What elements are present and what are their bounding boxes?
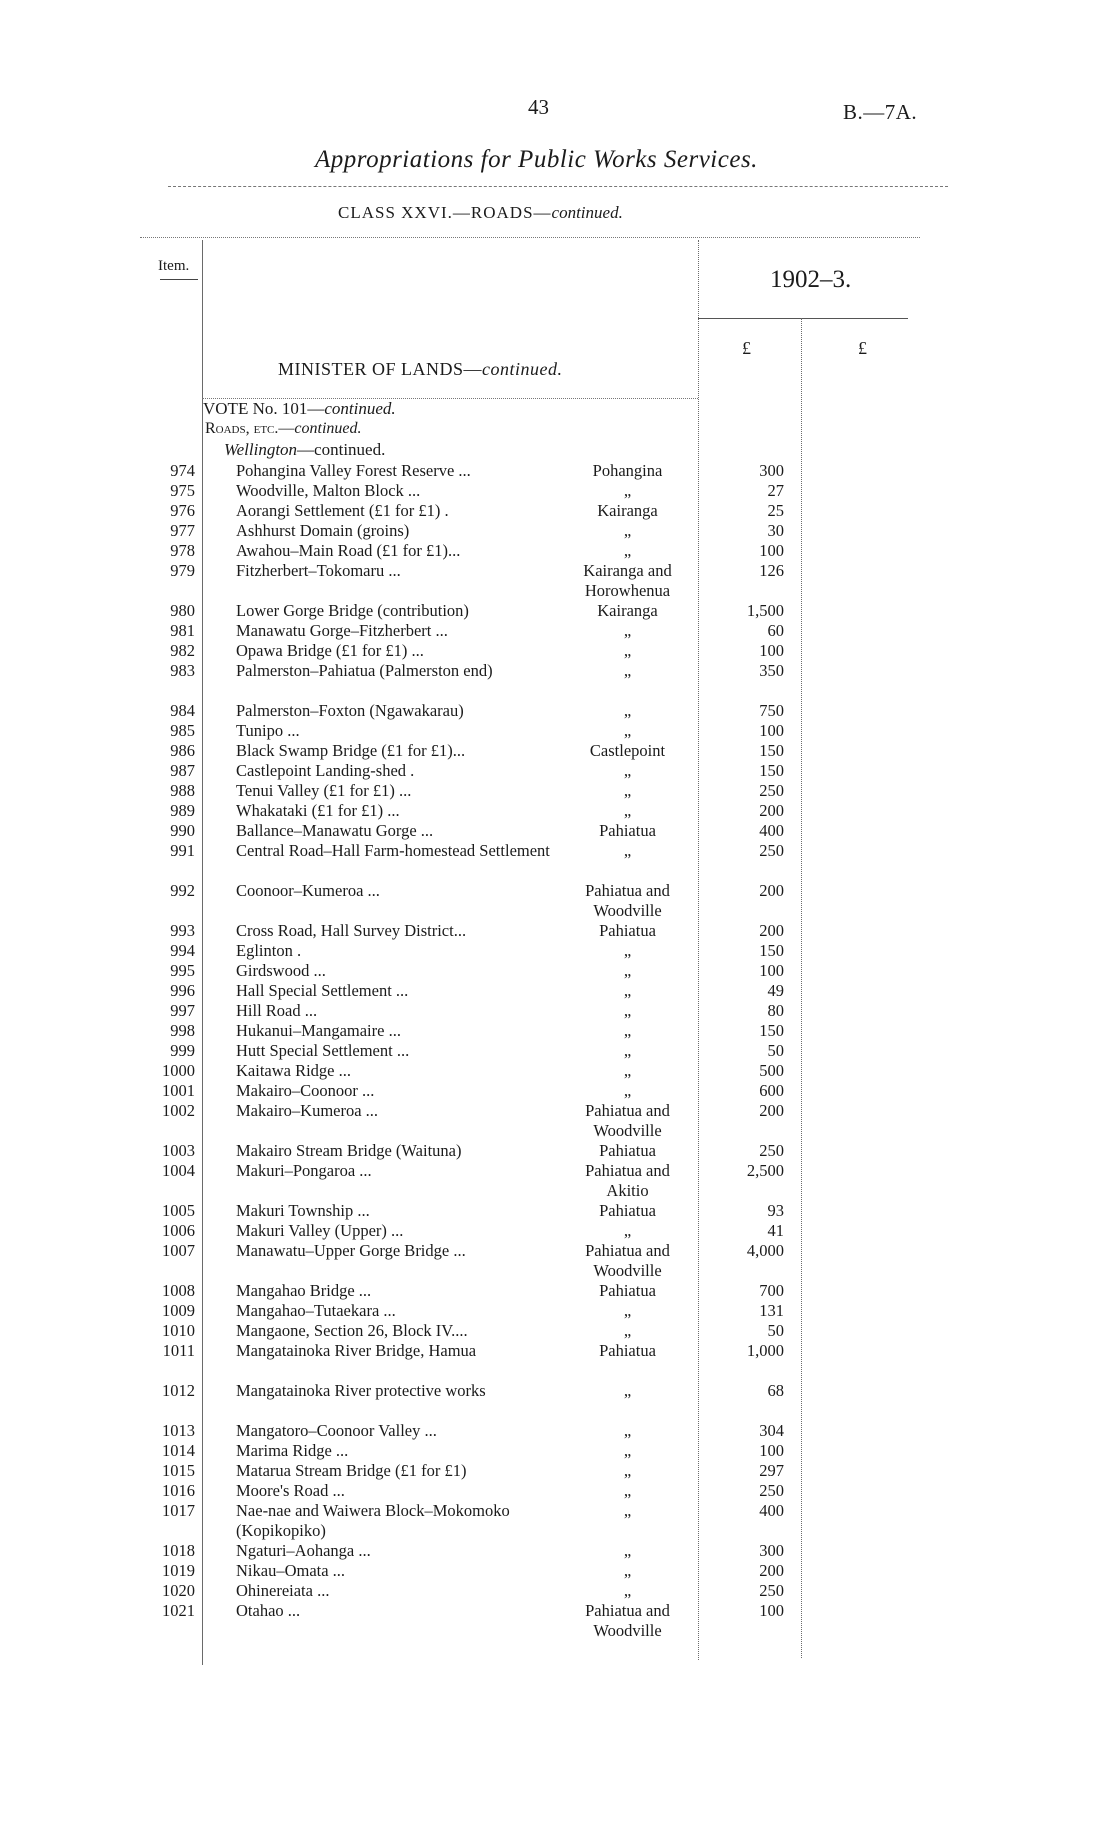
item-description: Black Swamp Bridge (£1 for £1)... bbox=[236, 741, 466, 760]
item-amount: 600 bbox=[759, 1081, 784, 1100]
item-number: 978 bbox=[170, 541, 195, 560]
minister-suffix: continued. bbox=[482, 359, 563, 379]
item-amount: 4,000 bbox=[746, 1241, 784, 1260]
minister-main: MINISTER OF LANDS— bbox=[278, 359, 483, 379]
item-district: Pahiatua bbox=[599, 1341, 656, 1360]
item-amount: 49 bbox=[767, 981, 784, 1000]
item-column-header: Item. bbox=[158, 258, 190, 274]
item-description: Hukanui–Mangamaire ... bbox=[236, 1021, 401, 1040]
item-number: 987 bbox=[170, 761, 195, 780]
item-description: Mangahao Bridge ... bbox=[236, 1281, 372, 1300]
item-number: 979 bbox=[170, 561, 195, 580]
item-district: Pahiatua and Woodville bbox=[585, 1241, 670, 1280]
item-number: 1004 bbox=[162, 1161, 195, 1180]
item-amount: 300 bbox=[759, 1541, 784, 1560]
item-number: 1017 bbox=[162, 1501, 195, 1520]
item-district: Pahiatua bbox=[599, 1141, 656, 1160]
item-amount: 250 bbox=[759, 1141, 784, 1160]
item-number: 1010 bbox=[162, 1321, 195, 1340]
amount-column-divider bbox=[801, 318, 802, 1658]
item-amount: 25 bbox=[767, 501, 784, 520]
item-description: Makuri Township ... bbox=[236, 1201, 370, 1220]
item-number: 1000 bbox=[162, 1061, 195, 1080]
item-description: Marima Ridge ... bbox=[236, 1441, 349, 1460]
item-district: Pahiatua and Woodville bbox=[585, 881, 670, 920]
item-district: „ bbox=[623, 621, 632, 640]
item-description: Mangaone, Section 26, Block IV.... bbox=[236, 1321, 468, 1340]
item-description: Ashhurst Domain (groins) bbox=[236, 521, 410, 540]
item-amount: 700 bbox=[759, 1281, 784, 1300]
minister-heading bbox=[278, 359, 563, 380]
item-description: Nikau–Omata ... bbox=[236, 1561, 346, 1580]
item-amount: 100 bbox=[759, 541, 784, 560]
item-district: „ bbox=[623, 1021, 632, 1040]
currency-symbol-1: £ bbox=[742, 338, 751, 358]
region-suffix: —continued. bbox=[297, 440, 386, 459]
item-amount: 68 bbox=[767, 1381, 784, 1400]
item-number: 990 bbox=[170, 821, 195, 840]
item-district: Pahiatua bbox=[599, 1281, 656, 1300]
item-amount: 304 bbox=[759, 1421, 784, 1440]
item-amount: 200 bbox=[759, 881, 784, 900]
item-description: Eglinton . bbox=[236, 941, 302, 960]
item-number: 1019 bbox=[162, 1561, 195, 1580]
item-amount: 150 bbox=[759, 741, 784, 760]
item-amount: 500 bbox=[759, 1061, 784, 1080]
item-district: „ bbox=[623, 1561, 632, 1580]
item-number: 984 bbox=[170, 701, 195, 720]
item-number: 988 bbox=[170, 781, 195, 800]
item-number: 1014 bbox=[162, 1441, 195, 1460]
item-amount: 300 bbox=[759, 461, 784, 480]
item-district: „ bbox=[623, 1081, 632, 1100]
item-number: 980 bbox=[170, 601, 195, 620]
item-amount: 1,500 bbox=[746, 601, 784, 620]
item-district: „ bbox=[623, 1541, 632, 1560]
item-amount: 100 bbox=[759, 641, 784, 660]
item-description: Central Road–Hall Farm-homestead Settlement bbox=[236, 841, 550, 860]
item-amount: 1,000 bbox=[746, 1341, 784, 1360]
item-description: Mangatainoka River Bridge, Hamua bbox=[236, 1341, 477, 1360]
item-amount: 200 bbox=[759, 921, 784, 940]
item-number: 994 bbox=[170, 941, 195, 960]
item-amount: 250 bbox=[759, 1581, 784, 1600]
item-amount: 200 bbox=[759, 1561, 784, 1580]
item-number: 1009 bbox=[162, 1301, 195, 1320]
item-amount: 100 bbox=[759, 961, 784, 980]
item-amount: 131 bbox=[759, 1301, 784, 1320]
item-description: Awahou–Main Road (£1 for £1)... bbox=[236, 541, 461, 560]
item-number: 1003 bbox=[162, 1141, 195, 1160]
item-amount: 100 bbox=[759, 1601, 784, 1620]
item-amount: 2,500 bbox=[746, 1161, 784, 1180]
item-district: Kairanga and Horowhenua bbox=[583, 561, 672, 600]
item-description: Moore's Road ... bbox=[236, 1481, 345, 1500]
vote-heading bbox=[203, 399, 396, 419]
item-amount: 250 bbox=[759, 781, 784, 800]
item-description: Mangahao–Tutaekara ... bbox=[236, 1301, 396, 1320]
document-reference: B.—7A. bbox=[843, 100, 918, 124]
item-number: 996 bbox=[170, 981, 195, 1000]
item-district: „ bbox=[623, 1421, 632, 1440]
item-number: 1007 bbox=[162, 1241, 195, 1260]
year-header-underline bbox=[698, 318, 908, 319]
item-number: 999 bbox=[170, 1041, 195, 1060]
item-description: Palmerston–Pahiatua (Palmerston end) bbox=[236, 661, 493, 680]
item-amount: 750 bbox=[759, 701, 784, 720]
item-number: 992 bbox=[170, 881, 195, 900]
item-amount: 400 bbox=[759, 1501, 784, 1520]
item-district: Pahiatua and Akitio bbox=[585, 1161, 670, 1200]
item-description: Nae-nae and Waiwera Block–Mokomoko (Kopikopiko) bbox=[236, 1501, 510, 1540]
item-amount: 30 bbox=[767, 521, 784, 540]
item-number: 1005 bbox=[162, 1201, 195, 1220]
class-title bbox=[338, 203, 623, 223]
district-column-divider bbox=[698, 240, 699, 1660]
item-number: 1015 bbox=[162, 1461, 195, 1480]
item-amount: 100 bbox=[759, 1441, 784, 1460]
item-district: Castlepoint bbox=[589, 741, 666, 760]
class-title-main: CLASS XXVI.—ROADS— bbox=[338, 203, 552, 222]
item-amount: 93 bbox=[767, 1201, 784, 1220]
item-description: Hall Special Settlement ... bbox=[236, 981, 409, 1000]
item-description: Lower Gorge Bridge (contribution) bbox=[236, 601, 469, 620]
item-description: Matarua Stream Bridge (£1 for £1) bbox=[236, 1461, 467, 1480]
item-amount: 80 bbox=[767, 1001, 784, 1020]
item-description: Aorangi Settlement (£1 for £1) . bbox=[236, 501, 449, 520]
item-district: „ bbox=[623, 761, 632, 780]
item-description: Fitzherbert–Tokomaru ... bbox=[236, 561, 401, 580]
item-district: „ bbox=[623, 661, 632, 680]
item-amount: 297 bbox=[759, 1461, 784, 1480]
item-description: Hill Road ... bbox=[236, 1001, 318, 1020]
item-number: 976 bbox=[170, 501, 195, 520]
item-number: 1012 bbox=[162, 1381, 195, 1400]
item-number: 1011 bbox=[162, 1341, 195, 1360]
item-district: „ bbox=[623, 1001, 632, 1020]
page-number: 43 bbox=[528, 95, 549, 119]
item-number: 974 bbox=[170, 461, 195, 480]
item-number: 975 bbox=[170, 481, 195, 500]
item-number: 983 bbox=[170, 661, 195, 680]
region-subheading bbox=[224, 440, 385, 460]
item-number: 1016 bbox=[162, 1481, 195, 1500]
item-amount: 250 bbox=[759, 841, 784, 860]
item-description: Palmerston–Foxton (Ngawakarau) bbox=[236, 701, 464, 720]
item-description: Woodville, Malton Block ... bbox=[236, 481, 421, 500]
item-description: Tenui Valley (£1 for £1) ... bbox=[236, 781, 412, 800]
item-district: Pohangina bbox=[592, 461, 663, 480]
vote-suffix: continued. bbox=[324, 399, 396, 418]
item-amount: 50 bbox=[767, 1321, 784, 1340]
item-district: „ bbox=[623, 961, 632, 980]
item-number: 991 bbox=[170, 841, 195, 860]
item-district: „ bbox=[623, 941, 632, 960]
item-district: „ bbox=[623, 1061, 632, 1080]
item-amount: 150 bbox=[759, 941, 784, 960]
item-description: Makuri–Pongaroa ... bbox=[236, 1161, 372, 1180]
item-district: „ bbox=[623, 1301, 632, 1320]
item-description: Pohangina Valley Forest Reserve ... bbox=[236, 461, 471, 480]
item-amount: 60 bbox=[767, 621, 784, 640]
item-amount: 50 bbox=[767, 1041, 784, 1060]
item-district: „ bbox=[623, 1481, 632, 1500]
item-amount: 350 bbox=[759, 661, 784, 680]
heading-rule bbox=[168, 186, 948, 187]
item-number: 981 bbox=[170, 621, 195, 640]
item-description: Ohinereiata ... bbox=[236, 1581, 330, 1600]
item-district: „ bbox=[623, 541, 632, 560]
item-district: „ bbox=[623, 481, 632, 500]
item-description: Makairo Stream Bridge (Waituna) bbox=[236, 1141, 462, 1160]
item-amount: 100 bbox=[759, 721, 784, 740]
item-description: Kaitawa Ridge ... bbox=[236, 1061, 352, 1080]
item-number: 1018 bbox=[162, 1541, 195, 1560]
year-column-header: 1902–3. bbox=[770, 266, 852, 293]
item-district: „ bbox=[623, 801, 632, 820]
item-district: Pahiatua bbox=[599, 921, 656, 940]
item-district: Kairanga bbox=[597, 601, 658, 620]
item-district: Pahiatua bbox=[599, 1201, 656, 1220]
roads-main: Roads, etc.— bbox=[205, 420, 295, 437]
item-description: Makairo–Kumeroa ... bbox=[236, 1101, 379, 1120]
item-description: Mangatoro–Coonoor Valley ... bbox=[236, 1421, 437, 1440]
item-number: 998 bbox=[170, 1021, 195, 1040]
item-description: Otahao ... bbox=[236, 1601, 301, 1620]
item-number: 1002 bbox=[162, 1101, 195, 1120]
item-description: Opawa Bridge (£1 for £1) ... bbox=[236, 641, 424, 660]
vote-main: VOTE No. 101— bbox=[203, 399, 325, 418]
class-title-suffix: continued. bbox=[551, 203, 623, 222]
item-amount: 150 bbox=[759, 761, 784, 780]
item-number: 1008 bbox=[162, 1281, 195, 1300]
item-amount: 250 bbox=[759, 1481, 784, 1500]
item-amount: 400 bbox=[759, 821, 784, 840]
item-number: 986 bbox=[170, 741, 195, 760]
item-district: „ bbox=[623, 1381, 632, 1400]
item-district: „ bbox=[623, 1321, 632, 1340]
region-main: Wellington bbox=[224, 440, 298, 459]
item-number: 989 bbox=[170, 801, 195, 820]
item-number: 1021 bbox=[162, 1601, 195, 1620]
item-description: Tunipo ... bbox=[236, 721, 300, 740]
item-district: Pahiatua and Woodville bbox=[585, 1101, 670, 1140]
item-number: 995 bbox=[170, 961, 195, 980]
item-district: „ bbox=[623, 701, 632, 720]
item-district: „ bbox=[623, 1501, 632, 1520]
item-district: „ bbox=[623, 1041, 632, 1060]
item-number: 997 bbox=[170, 1001, 195, 1020]
item-amount: 200 bbox=[759, 801, 784, 820]
item-district: „ bbox=[623, 841, 632, 860]
item-district: „ bbox=[623, 721, 632, 740]
item-district: „ bbox=[623, 1441, 632, 1460]
item-description: Manawatu–Upper Gorge Bridge ... bbox=[236, 1241, 466, 1260]
item-description: Coonoor–Kumeroa ... bbox=[236, 881, 380, 900]
item-description: Hutt Special Settlement ... bbox=[236, 1041, 410, 1060]
item-header-underline bbox=[160, 279, 198, 280]
item-district: „ bbox=[623, 1461, 632, 1480]
item-number: 1006 bbox=[162, 1221, 195, 1240]
item-description: Girdswood ... bbox=[236, 961, 326, 980]
item-district: „ bbox=[623, 521, 632, 540]
item-district: Pahiatua bbox=[599, 821, 656, 840]
item-amount: 150 bbox=[759, 1021, 784, 1040]
item-number: 1001 bbox=[162, 1081, 195, 1100]
item-column-divider bbox=[202, 240, 203, 1665]
item-description: Manawatu Gorge–Fitzherbert ... bbox=[236, 621, 448, 640]
item-description: Whakataki (£1 for £1) ... bbox=[236, 801, 400, 820]
table-top-rule bbox=[140, 237, 920, 238]
item-district: „ bbox=[623, 981, 632, 1000]
item-district: „ bbox=[623, 1581, 632, 1600]
item-number: 1020 bbox=[162, 1581, 195, 1600]
item-district: Kairanga bbox=[597, 501, 658, 520]
item-number: 982 bbox=[170, 641, 195, 660]
item-description: Ngaturi–Aohanga ... bbox=[236, 1541, 371, 1560]
item-district: „ bbox=[623, 641, 632, 660]
page-heading: Appropriations for Public Works Services. bbox=[315, 146, 758, 173]
item-number: 1013 bbox=[162, 1421, 195, 1440]
item-description: Makuri Valley (Upper) ... bbox=[236, 1221, 404, 1240]
item-description: Ballance–Manawatu Gorge ... bbox=[236, 821, 434, 840]
item-amount: 126 bbox=[759, 561, 784, 580]
item-number: 977 bbox=[170, 521, 195, 540]
item-number: 985 bbox=[170, 721, 195, 740]
item-amount: 27 bbox=[767, 481, 784, 500]
item-district: „ bbox=[623, 1221, 632, 1240]
item-district: „ bbox=[623, 781, 632, 800]
item-description: Cross Road, Hall Survey District... bbox=[236, 921, 467, 940]
item-district: Pahiatua and Woodville bbox=[585, 1601, 670, 1640]
roads-subheading bbox=[205, 420, 362, 438]
item-number: 993 bbox=[170, 921, 195, 940]
item-amount: 200 bbox=[759, 1101, 784, 1120]
roads-suffix: continued. bbox=[294, 420, 362, 437]
item-description: Castlepoint Landing-shed . bbox=[236, 761, 415, 780]
item-amount: 41 bbox=[767, 1221, 784, 1240]
currency-symbol-2: £ bbox=[858, 338, 867, 358]
item-description: Mangatainoka River protective works bbox=[236, 1381, 486, 1400]
item-description: Makairo–Coonoor ... bbox=[236, 1081, 375, 1100]
